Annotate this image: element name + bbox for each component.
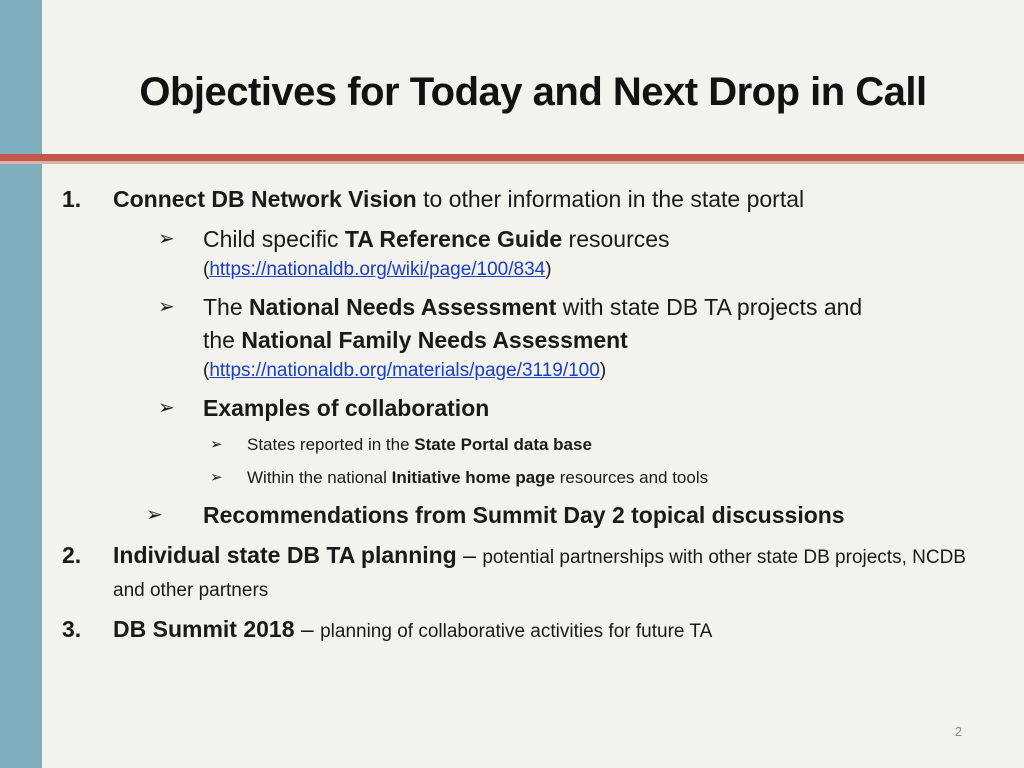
left-accent-bar — [0, 0, 42, 768]
sub-sub-item-initiative: ➢ Within the national Initiative home page resources and tools — [62, 466, 992, 490]
needs-assessment-link[interactable]: https://nationaldb.org/materials/page/3119/100 — [209, 360, 600, 381]
item-number: 2. — [62, 542, 82, 568]
item-text: planning of collaborative activities for future TA — [320, 621, 713, 642]
list-item-1 — [62, 184, 992, 215]
arrow-bullet-icon: ➢ — [146, 504, 163, 526]
ta-reference-link[interactable]: https://nationaldb.org/wiki/page/100/834 — [209, 259, 546, 280]
arrow-bullet-icon: ➢ — [210, 469, 223, 486]
item-number: 1. — [62, 186, 82, 212]
arrow-bullet-icon: ➢ — [158, 397, 175, 419]
item-bold-text: Connect DB Network Vision — [113, 186, 417, 212]
arrow-bullet-icon: ➢ — [158, 228, 175, 250]
arrow-bullet-icon: ➢ — [210, 436, 223, 453]
item-bold-text: DB Summit 2018 — [113, 616, 295, 642]
link-line: (https://nationaldb.org/materials/page/3119/100) — [203, 360, 607, 381]
item-text: potential partnerships with other state DB projects, NCDB and other partners — [113, 547, 966, 601]
sub-item-needs-assessment: ➢ The National Needs Assessment with state DB TA projects and the National Family Needs Assessment (https://nationaldb.org/materials/page/3119/100) — [62, 291, 992, 384]
item-bold-text: Individual state DB TA planning — [113, 542, 457, 568]
list-item-3: 3. DB Summit 2018 – planning of collaborative activities for future TA — [62, 614, 992, 647]
objectives-list — [62, 184, 992, 655]
slide-title: Objectives for Today and Next Drop in Call — [139, 70, 927, 114]
sub-sub-item-state-portal: ➢ States reported in the State Portal data base — [62, 433, 992, 457]
sub-item-collaboration: ➢ Examples of collaboration — [62, 392, 992, 425]
title-divider-shadow — [0, 161, 1024, 164]
sub-item-ta-reference: ➢ Child specific TA Reference Guide resources (https://nationaldb.org/wiki/page/100/834) — [62, 223, 992, 283]
item-number: 3. — [62, 616, 82, 642]
sub-item-recommendations: ➢ Recommendations from Summit Day 2 topical discussions — [62, 499, 992, 532]
arrow-bullet-icon: ➢ — [158, 296, 175, 318]
title-divider — [0, 154, 1024, 161]
item-text: to other information in the state portal — [416, 186, 805, 212]
list-item-2: 2. Individual state DB TA planning – potential partnerships with other state DB projects, NCDB and other partners — [62, 542, 966, 601]
page-number: 2 — [954, 724, 962, 739]
link-line: (https://nationaldb.org/wiki/page/100/834) — [203, 259, 552, 280]
